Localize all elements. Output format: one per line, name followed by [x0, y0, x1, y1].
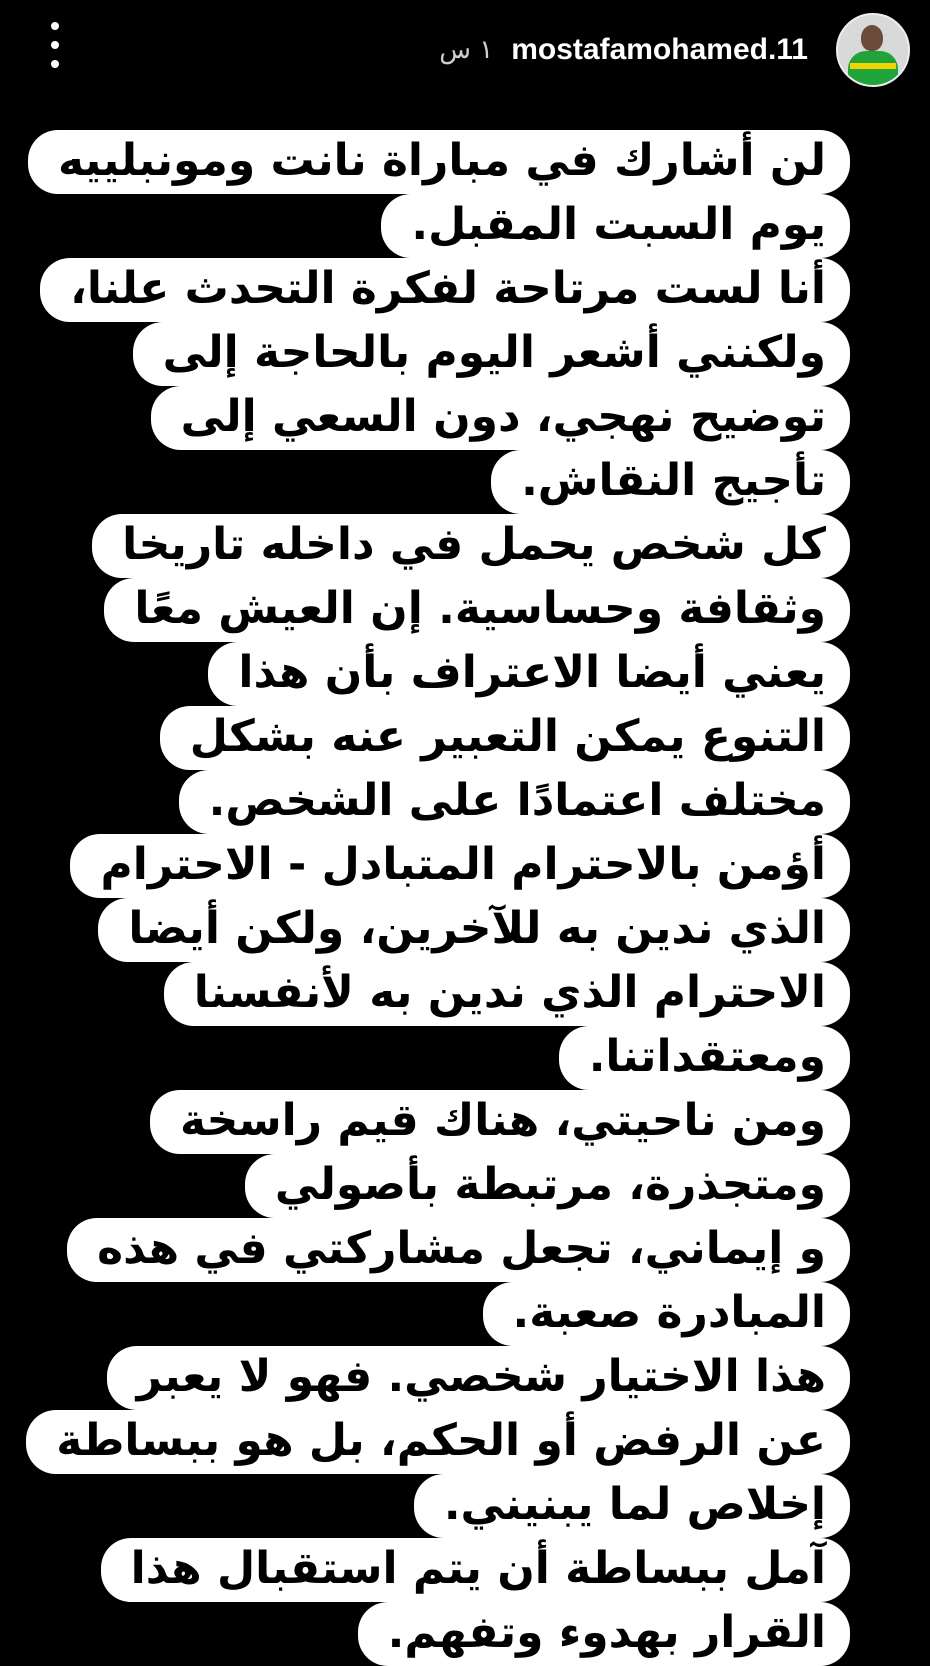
story-line [0, 1280, 930, 1402]
story-line [0, 675, 930, 762]
story-line [0, 1461, 930, 1594]
story-line-text: هذا الاختيار شخصي. فهو لا يعبر [107, 1346, 850, 1410]
story-line-text: توضيح نهجي، دون السعي إلى [151, 386, 850, 450]
story-line [0, 917, 930, 1018]
story-text [0, 130, 930, 1666]
more-vertical-icon[interactable] [40, 22, 70, 68]
story-line [0, 1401, 930, 1530]
story-line-text: أؤمن بالاحترام المتبادل - الاحترام [70, 834, 850, 898]
story-line-text: و إيماني، تجعل مشاركتي في هذه [67, 1218, 850, 1282]
story-line [0, 614, 930, 698]
story-line [0, 1340, 930, 1466]
story-line-text: ولكنني أشعر اليوم بالحاجة إلى [133, 322, 850, 386]
story-line [0, 433, 930, 506]
story-line-text: يعني أيضا الاعتراف بأن هذا [208, 642, 850, 706]
story-line [0, 554, 930, 634]
story-line-text: وثقافة وحساسية. إن العيش معًا [104, 578, 850, 642]
story-line-text: الذي ندين به للآخرين، ولكن أيضا [98, 898, 850, 962]
story-line-text: ومتجذرة، مرتبطة بأصولي [245, 1154, 850, 1218]
story-line-text: آمل ببساطة أن يتم استقبال هذا [101, 1538, 850, 1602]
story-line [0, 1159, 930, 1274]
username[interactable]: mostafamohamed.11 [511, 33, 808, 66]
story-line [0, 312, 930, 378]
story-line [0, 191, 930, 252]
story-line-text: القرار بهدوء وتفهم. [358, 1602, 850, 1666]
story-line-text: إخلاص لما يبنيني. [414, 1474, 850, 1538]
story-line [0, 1038, 930, 1146]
story-line [0, 856, 930, 954]
story-line-text: مختلف اعتمادًا على الشخص. [179, 770, 850, 834]
story-line [0, 251, 930, 312]
story-line-text: لن أشارك في مباراة نانت ومونبلييه [28, 130, 850, 194]
story-line [0, 130, 930, 191]
story-line-text: ومن ناحيتي، هناك قيم راسخة [150, 1090, 850, 1154]
story-line-text: ومعتقداتنا. [559, 1026, 850, 1090]
story-line [0, 372, 930, 442]
avatar[interactable] [836, 13, 910, 87]
story-line-text: التنوع يمكن التعبير عنه بشكل [160, 706, 850, 770]
story-line [0, 493, 930, 570]
story-line [0, 977, 930, 1082]
story-line-text: أنا لست مرتاحة لفكرة التحدث علنا، [40, 258, 850, 322]
story-line [0, 1098, 930, 1210]
story-line [0, 1522, 930, 1658]
story-line-text: المبادرة صعبة. [483, 1282, 851, 1346]
story-header [0, 0, 930, 100]
story-line [0, 796, 930, 890]
post-time: ١ س [439, 35, 494, 65]
story-line-text: عن الرفض أو الحكم، بل هو ببساطة [26, 1410, 850, 1474]
story-line [0, 735, 930, 826]
story-line-text: الاحترام الذي ندين به لأنفسنا [164, 962, 850, 1026]
story-line-text: تأجيج النقاش. [491, 450, 850, 514]
story-line [0, 1219, 930, 1338]
user-info[interactable] [439, 10, 910, 90]
story-line-text: كل شخص يحمل في داخله تاريخا [92, 514, 850, 578]
story-line-text: يوم السبت المقبل. [381, 194, 850, 258]
